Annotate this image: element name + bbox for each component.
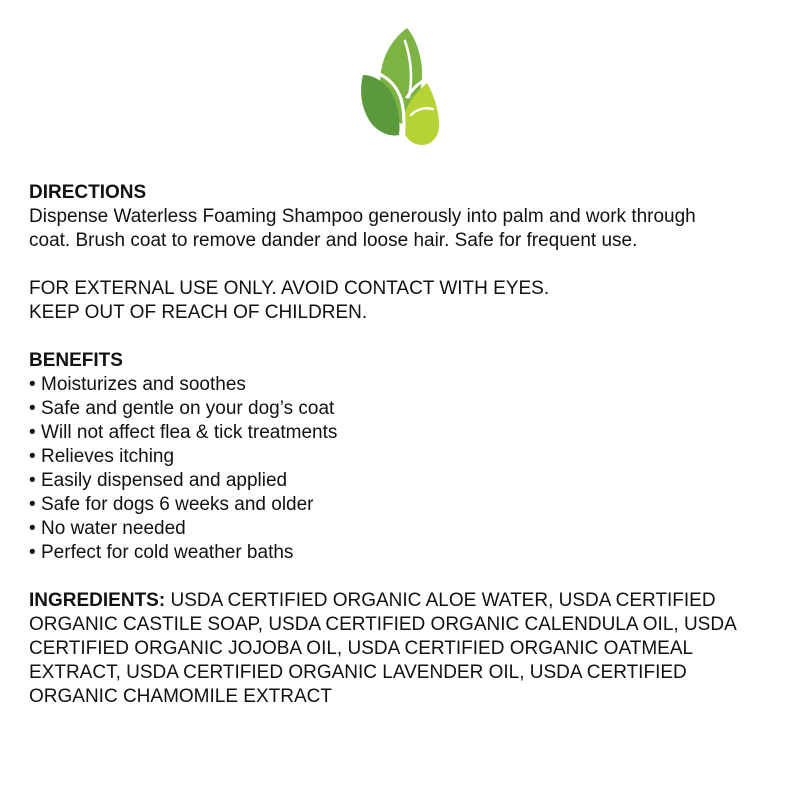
leaf-logo-icon xyxy=(355,25,445,150)
benefits-section xyxy=(29,349,779,565)
bullet-icon: • xyxy=(29,470,36,491)
list-item xyxy=(29,397,779,421)
benefit-text: Moisturizes and soothes xyxy=(41,374,246,395)
list-item xyxy=(29,517,779,541)
benefit-text: No water needed xyxy=(41,518,186,539)
list-item xyxy=(29,541,779,565)
ingredients-text xyxy=(29,589,779,709)
ingredients-line-5: ORGANIC CHAMOMILE EXTRACT xyxy=(29,686,332,707)
list-item xyxy=(29,373,779,397)
bullet-icon: • xyxy=(29,422,36,443)
list-item xyxy=(29,421,779,445)
benefit-text: Perfect for cold weather baths xyxy=(41,542,294,563)
warning-section xyxy=(29,277,779,325)
benefits-heading: BENEFITS xyxy=(29,350,123,371)
warning-line-1: FOR EXTERNAL USE ONLY. AVOID CONTACT WITH EYES. xyxy=(29,278,550,299)
benefit-text: Relieves itching xyxy=(41,446,175,467)
ingredients-section xyxy=(29,589,779,709)
ingredients-label: INGREDIENTS: xyxy=(29,590,166,611)
bullet-icon: • xyxy=(29,374,36,395)
bullet-icon: • xyxy=(29,518,36,539)
directions-text-line-1: Dispense Waterless Foaming Shampoo generously into palm and work through xyxy=(29,206,696,227)
list-item xyxy=(29,493,779,517)
directions-section xyxy=(29,181,779,253)
benefit-text: Safe for dogs 6 weeks and older xyxy=(41,494,314,515)
bullet-icon: • xyxy=(29,494,36,515)
benefit-text: Safe and gentle on your dog’s coat xyxy=(41,398,335,419)
list-item xyxy=(29,445,779,469)
bullet-icon: • xyxy=(29,398,36,419)
spacer xyxy=(29,253,779,277)
ingredients-line-4: EXTRACT, USDA CERTIFIED ORGANIC LAVENDER OIL, USDA CERTIFIED xyxy=(29,662,687,683)
benefits-list xyxy=(29,373,779,565)
benefit-text: Easily dispensed and applied xyxy=(41,470,288,491)
bullet-icon: • xyxy=(29,446,36,467)
directions-text xyxy=(29,205,779,253)
warning-line-2: KEEP OUT OF REACH OF CHILDREN. xyxy=(29,302,368,323)
spacer xyxy=(29,325,779,349)
ingredients-line-1: USDA CERTIFIED ORGANIC ALOE WATER, USDA CERTIFIED xyxy=(165,590,716,611)
list-item xyxy=(29,469,779,493)
directions-text-line-2: coat. Brush coat to remove dander and loose hair. Safe for frequent use. xyxy=(29,230,638,251)
product-label-content xyxy=(29,181,779,709)
warning-text xyxy=(29,277,779,325)
spacer xyxy=(29,565,779,589)
directions-heading: DIRECTIONS xyxy=(29,182,147,203)
ingredients-line-3: CERTIFIED ORGANIC JOJOBA OIL, USDA CERTIFIED ORGANIC OATMEAL xyxy=(29,638,694,659)
ingredients-line-2: ORGANIC CASTILE SOAP, USDA CERTIFIED ORGANIC CALENDULA OIL, USDA xyxy=(29,614,737,635)
benefit-text: Will not affect flea & tick treatments xyxy=(41,422,338,443)
bullet-icon: • xyxy=(29,542,36,563)
